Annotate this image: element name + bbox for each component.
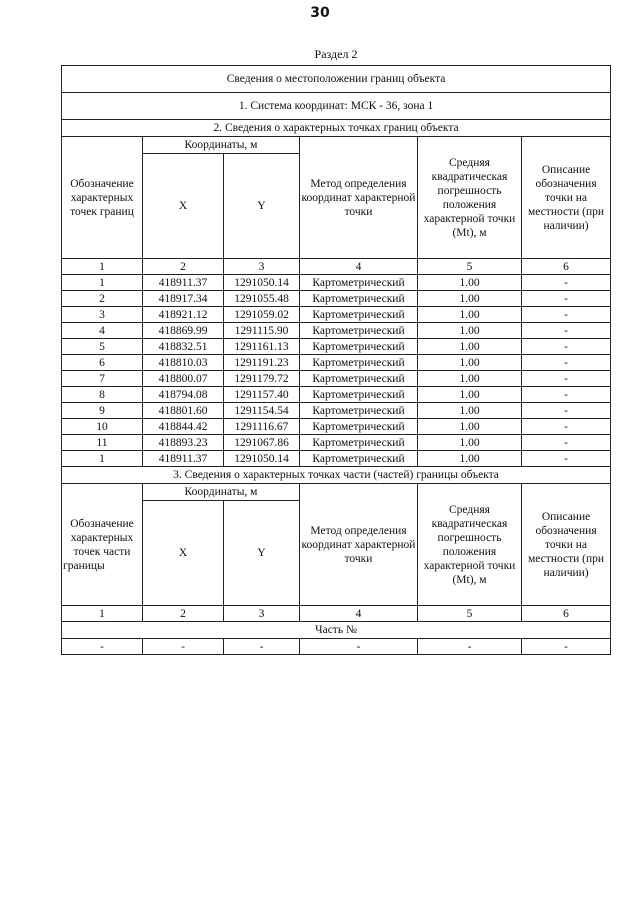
accuracy: 1.00 — [418, 419, 522, 435]
y-coordinate: 1291050.14 — [224, 275, 300, 291]
column-number: 1 — [62, 259, 143, 275]
boundary-table — [61, 65, 611, 655]
method: Картометрический — [300, 355, 418, 371]
description: - — [522, 451, 611, 467]
col-x-part: X — [143, 501, 224, 606]
x-coordinate: 418810.03 — [143, 355, 224, 371]
column-number: 3 — [224, 606, 300, 622]
method: Картометрический — [300, 307, 418, 323]
empty-cell: - — [300, 639, 418, 655]
point-number: 1 — [62, 275, 143, 291]
description: - — [522, 323, 611, 339]
description: - — [522, 291, 611, 307]
point-number: 2 — [62, 291, 143, 307]
accuracy: 1.00 — [418, 371, 522, 387]
table-row — [62, 339, 611, 355]
point-number: 1 — [62, 451, 143, 467]
method: Картометрический — [300, 435, 418, 451]
y-coordinate: 1291059.02 — [224, 307, 300, 323]
col-coords: Координаты, м — [143, 137, 300, 154]
table-row — [62, 451, 611, 467]
x-coordinate: 418893.23 — [143, 435, 224, 451]
column-number: 2 — [143, 259, 224, 275]
point-number: 5 — [62, 339, 143, 355]
empty-row — [62, 639, 611, 655]
column-number: 6 — [522, 259, 611, 275]
part-label: Часть № — [62, 622, 611, 639]
column-number: 4 — [300, 259, 418, 275]
description: - — [522, 387, 611, 403]
x-coordinate: 418869.99 — [143, 323, 224, 339]
table-row — [62, 275, 611, 291]
y-coordinate: 1291191.23 — [224, 355, 300, 371]
accuracy: 1.00 — [418, 355, 522, 371]
method: Картометрический — [300, 403, 418, 419]
col-accuracy-part: Средняя квадратическая погрешность положения характерной точки (Mt), м — [418, 484, 522, 606]
y-coordinate: 1291154.54 — [224, 403, 300, 419]
table-row — [62, 403, 611, 419]
subsection3-heading: 3. Сведения о характерных точках части (частей) границы объекта — [62, 467, 611, 484]
point-number: 7 — [62, 371, 143, 387]
column-number: 5 — [418, 259, 522, 275]
point-number: 10 — [62, 419, 143, 435]
point-number: 11 — [62, 435, 143, 451]
accuracy: 1.00 — [418, 403, 522, 419]
section-label: Раздел 2 — [314, 47, 358, 61]
y-coordinate: 1291067.86 — [224, 435, 300, 451]
method: Картометрический — [300, 451, 418, 467]
table-title: Сведения о местоположении границ объекта — [62, 66, 611, 93]
table-row — [62, 435, 611, 451]
description: - — [522, 275, 611, 291]
point-number: 6 — [62, 355, 143, 371]
page-number: 30 — [310, 5, 330, 21]
accuracy: 1.00 — [418, 451, 522, 467]
accuracy: 1.00 — [418, 307, 522, 323]
x-coordinate: 418844.42 — [143, 419, 224, 435]
column-number: 5 — [418, 606, 522, 622]
x-coordinate: 418832.51 — [143, 339, 224, 355]
x-coordinate: 418800.07 — [143, 371, 224, 387]
y-coordinate: 1291179.72 — [224, 371, 300, 387]
y-coordinate: 1291157.40 — [224, 387, 300, 403]
description: - — [522, 419, 611, 435]
col-accuracy: Средняя квадратическая погрешность положения характерной точки (Mt), м — [418, 137, 522, 259]
column-numbers-row — [62, 259, 611, 275]
column-number: 6 — [522, 606, 611, 622]
table-row — [62, 387, 611, 403]
empty-cell: - — [143, 639, 224, 655]
coord-system: 1. Система координат: МСК - 36, зона 1 — [62, 93, 611, 120]
accuracy: 1.00 — [418, 435, 522, 451]
table-row — [62, 355, 611, 371]
point-number: 9 — [62, 403, 143, 419]
y-coordinate: 1291050.14 — [224, 451, 300, 467]
method: Картометрический — [300, 387, 418, 403]
subsection2-heading: 2. Сведения о характерных точках границ объекта — [62, 120, 611, 137]
accuracy: 1.00 — [418, 339, 522, 355]
table-row — [62, 323, 611, 339]
x-coordinate: 418921.12 — [143, 307, 224, 323]
empty-cell: - — [522, 639, 611, 655]
description: - — [522, 371, 611, 387]
table-row — [62, 307, 611, 323]
method: Картометрический — [300, 275, 418, 291]
y-coordinate: 1291116.67 — [224, 419, 300, 435]
column-number: 2 — [143, 606, 224, 622]
method: Картометрический — [300, 419, 418, 435]
accuracy: 1.00 — [418, 291, 522, 307]
x-coordinate: 418911.37 — [143, 451, 224, 467]
x-coordinate: 418801.60 — [143, 403, 224, 419]
table-row — [62, 291, 611, 307]
description: - — [522, 435, 611, 451]
y-coordinate: 1291055.48 — [224, 291, 300, 307]
col-y-part: Y — [224, 501, 300, 606]
col-coords-part: Координаты, м — [143, 484, 300, 501]
table-row — [62, 419, 611, 435]
point-number: 4 — [62, 323, 143, 339]
method: Картометрический — [300, 339, 418, 355]
method: Картометрический — [300, 371, 418, 387]
description: - — [522, 403, 611, 419]
column-numbers-row-part — [62, 606, 611, 622]
col-method-part: Метод определения координат характерной точки — [300, 484, 418, 606]
method: Картометрический — [300, 323, 418, 339]
y-coordinate: 1291161.13 — [224, 339, 300, 355]
accuracy: 1.00 — [418, 387, 522, 403]
col-x: X — [143, 154, 224, 259]
method: Картометрический — [300, 291, 418, 307]
col-method: Метод определения координат характерной точки — [300, 137, 418, 259]
col-y: Y — [224, 154, 300, 259]
description: - — [522, 307, 611, 323]
empty-cell: - — [62, 639, 143, 655]
table-row — [62, 371, 611, 387]
empty-cell: - — [418, 639, 522, 655]
description: - — [522, 339, 611, 355]
description: - — [522, 355, 611, 371]
column-number: 4 — [300, 606, 418, 622]
col-description: Описание обозначения точки на местности (при наличии) — [522, 137, 611, 259]
point-number: 3 — [62, 307, 143, 323]
col-designation: Обозначение характерных точек границ — [62, 137, 143, 259]
col-designation-part: Обозначение характерных точек части границы — [62, 484, 143, 606]
x-coordinate: 418911.37 — [143, 275, 224, 291]
column-number: 3 — [224, 259, 300, 275]
column-number: 1 — [62, 606, 143, 622]
x-coordinate: 418917.34 — [143, 291, 224, 307]
y-coordinate: 1291115.90 — [224, 323, 300, 339]
empty-cell: - — [224, 639, 300, 655]
x-coordinate: 418794.08 — [143, 387, 224, 403]
accuracy: 1.00 — [418, 323, 522, 339]
col-description-part: Описание обозначения точки на местности (при наличии) — [522, 484, 611, 606]
accuracy: 1.00 — [418, 275, 522, 291]
point-number: 8 — [62, 387, 143, 403]
